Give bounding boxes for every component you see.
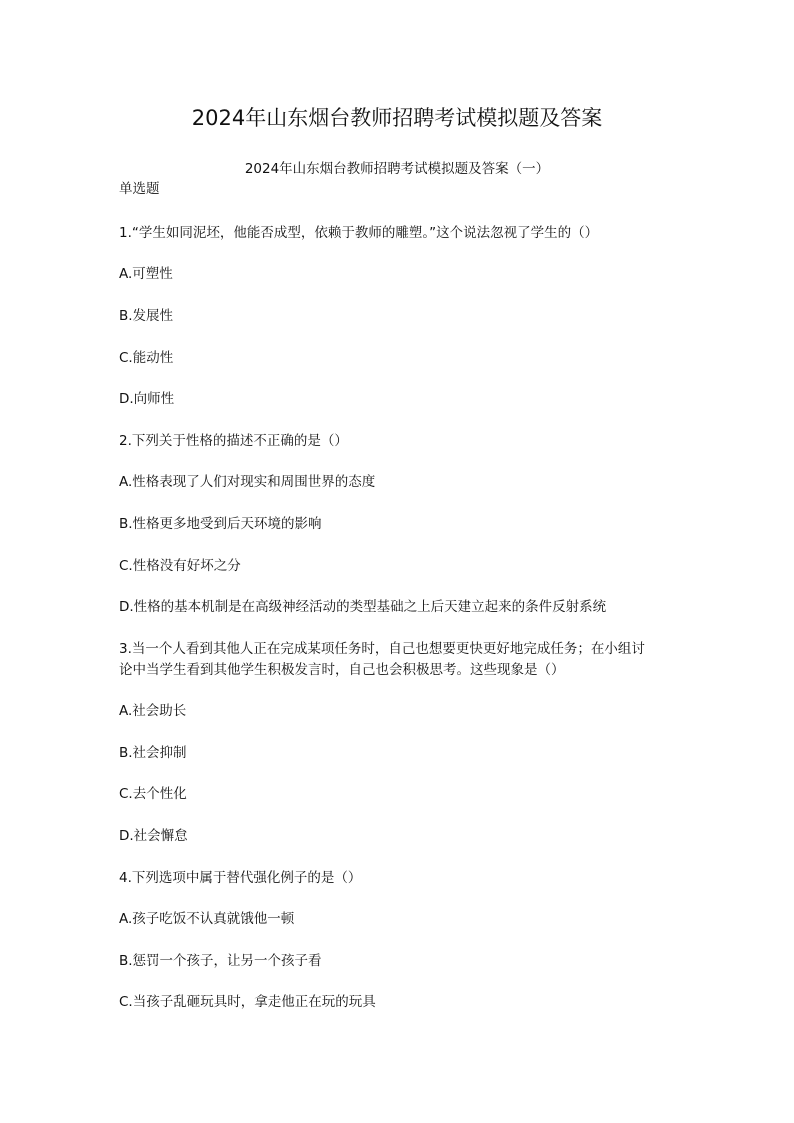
question-3-option-a: A.社会助长 bbox=[119, 703, 187, 719]
question-1-option-d: D.向师性 bbox=[119, 391, 175, 407]
question-4-stem: 4.下列选项中属于替代强化例子的是（） bbox=[119, 870, 362, 886]
question-1-option-b: B.发展性 bbox=[119, 308, 174, 324]
question-3-stem-line-1: 3.当一个人看到其他人正在完成某项任务时，自己也想要更快更好地完成任务；在小组讨 bbox=[119, 641, 645, 657]
section-heading: 单选题 bbox=[119, 181, 160, 197]
question-1-option-c: C.能动性 bbox=[119, 350, 174, 366]
question-3-option-c: C.去个性化 bbox=[119, 786, 187, 802]
question-1-stem: 1.“学生如同泥坯，他能否成型，依赖于教师的雕塑。”这个说法忽视了学生的（） bbox=[119, 225, 599, 241]
document-title: 2024年山东烟台教师招聘考试模拟题及答案 bbox=[191, 106, 603, 130]
question-3-option-b: B.社会抑制 bbox=[119, 745, 187, 761]
question-2-option-a: A.性格表现了人们对现实和周围世界的态度 bbox=[119, 474, 376, 490]
question-2-option-b: B.性格更多地受到后天环境的影响 bbox=[119, 516, 322, 532]
question-3-option-d: D.社会懈怠 bbox=[119, 828, 188, 844]
question-4-option-a: A.孩子吃饭不认真就饿他一顿 bbox=[119, 911, 295, 927]
question-3-stem-line-2: 论中当学生看到其他学生积极发言时，自己也会积极思考。这些现象是（） bbox=[119, 662, 565, 678]
question-2-stem: 2.下列关于性格的描述不正确的是（） bbox=[119, 433, 348, 449]
question-2-option-d: D.性格的基本机制是在高级神经活动的类型基础之上后天建立起来的条件反射系统 bbox=[119, 599, 607, 615]
question-1-option-a: A.可塑性 bbox=[119, 266, 173, 282]
document-subtitle: 2024年山东烟台教师招聘考试模拟题及答案（一） bbox=[244, 161, 550, 177]
question-4-option-c: C.当孩子乱砸玩具时，拿走他正在玩的玩具 bbox=[119, 994, 376, 1010]
question-4-option-b: B.惩罚一个孩子，让另一个孩子看 bbox=[119, 953, 322, 969]
question-2-option-c: C.性格没有好坏之分 bbox=[119, 558, 241, 574]
